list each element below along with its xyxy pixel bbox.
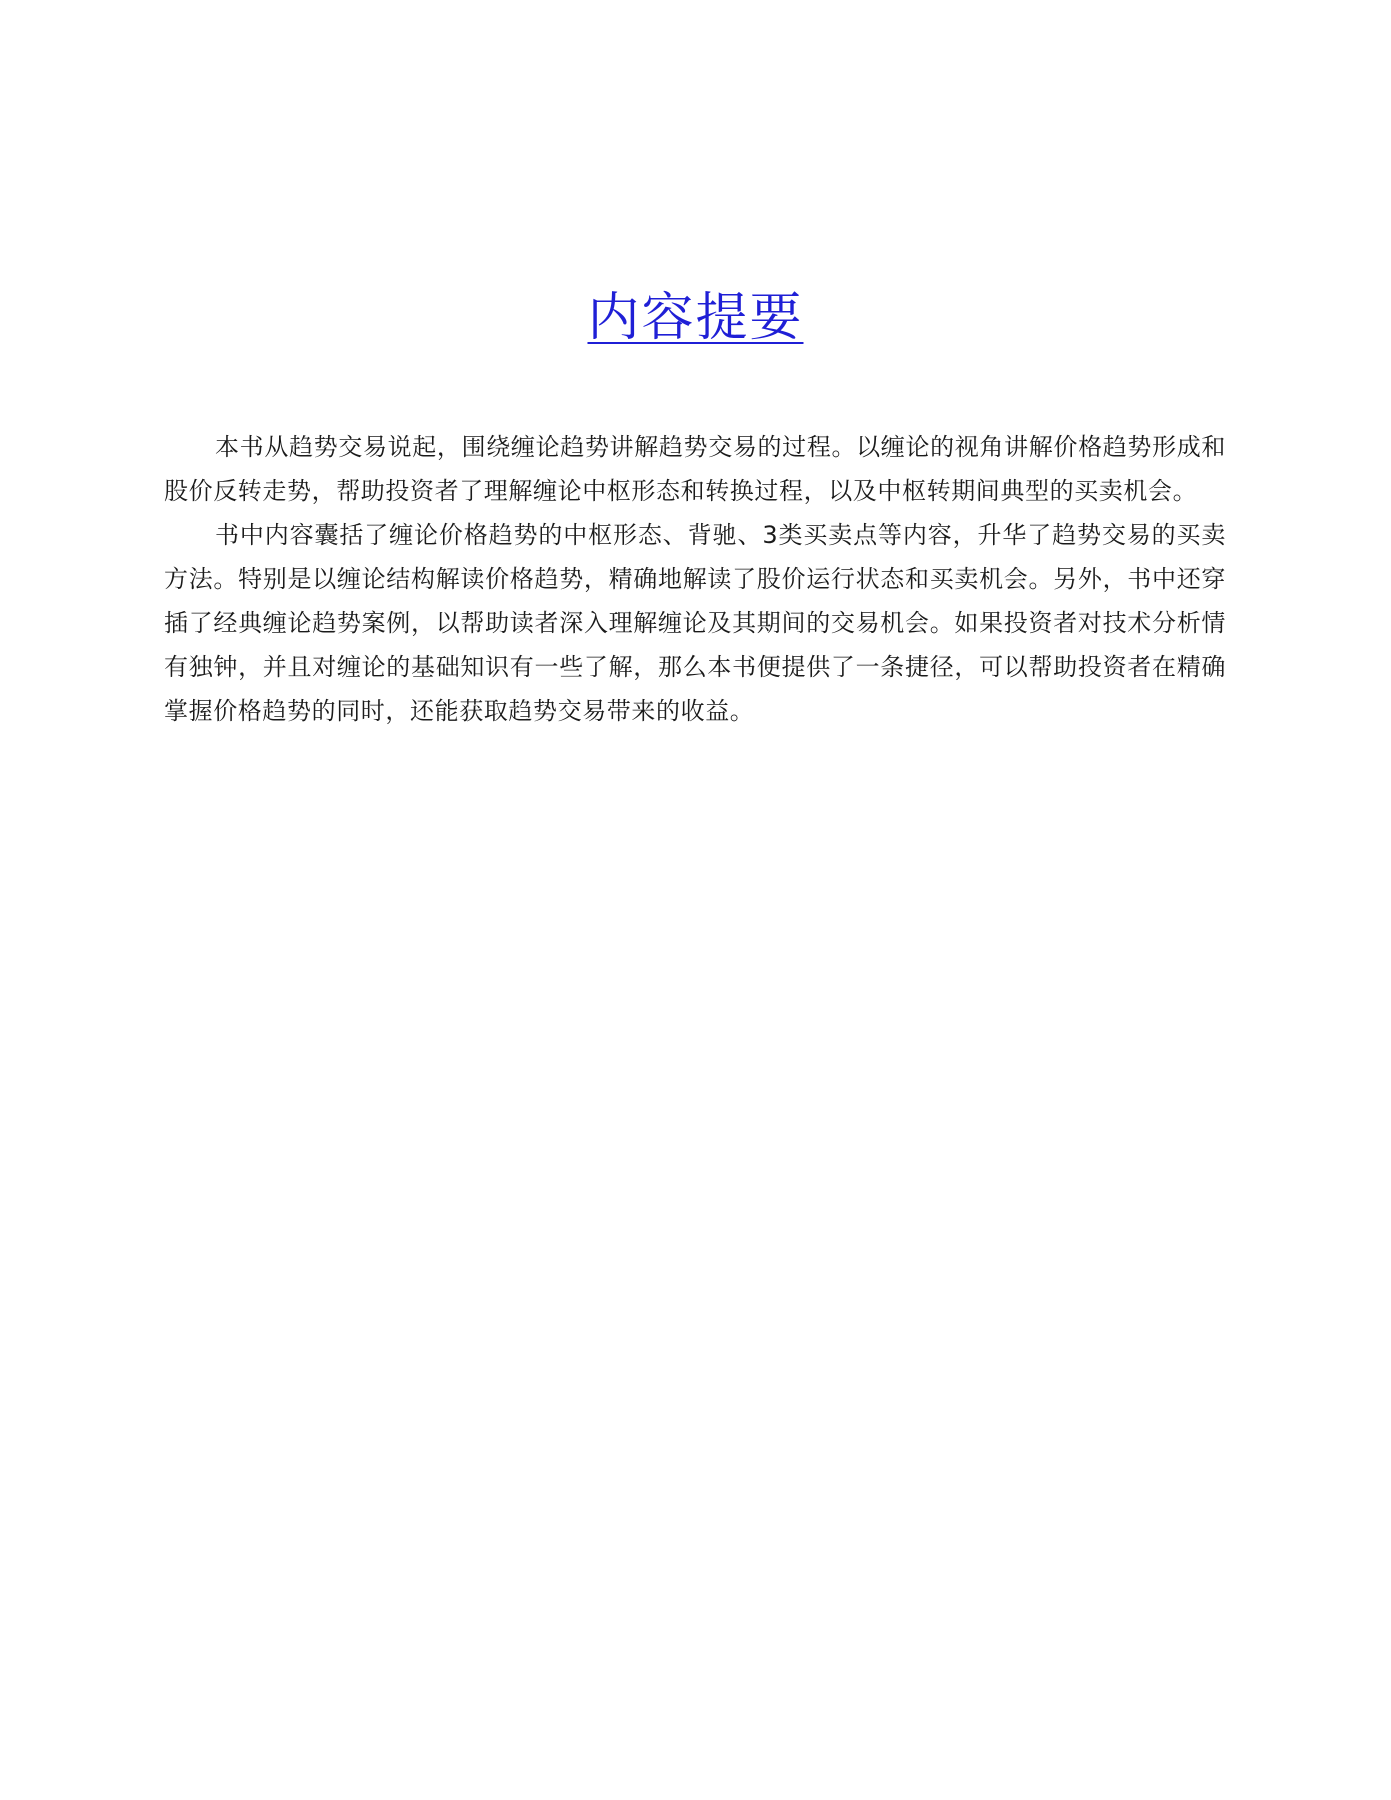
paragraph-1: 本书从趋势交易说起，围绕缠论趋势讲解趋势交易的过程。以缠论的视角讲解价格趋势形成和股价反转走势，帮助投资者了理解缠论中枢形态和转换过程，以及中枢转期间典型的买卖机会。 xyxy=(164,433,1226,505)
page-title xyxy=(0,282,1391,354)
title-link[interactable]: 内容提要 xyxy=(587,288,804,348)
summary-body xyxy=(164,425,1226,733)
paragraph-2: 书中内容囊括了缠论价格趋势的中枢形态、背驰、3类买卖点等内容，升华了趋势交易的买卖方法。特别是以缠论结构解读价格趋势，精确地解读了股价运行状态和买卖机会。另外，书中还穿插了经典缠论趋势案例，以帮助读者深入理解缠论及其期间的交易机会。如果投资者对技术分析情有独钟，并且对缠论的基础知识有一些了解，那么本书便提供了一条捷径，可以帮助投资者在精确掌握价格趋势的同时，还能获取趋势交易带来的收益。 xyxy=(164,521,1226,725)
